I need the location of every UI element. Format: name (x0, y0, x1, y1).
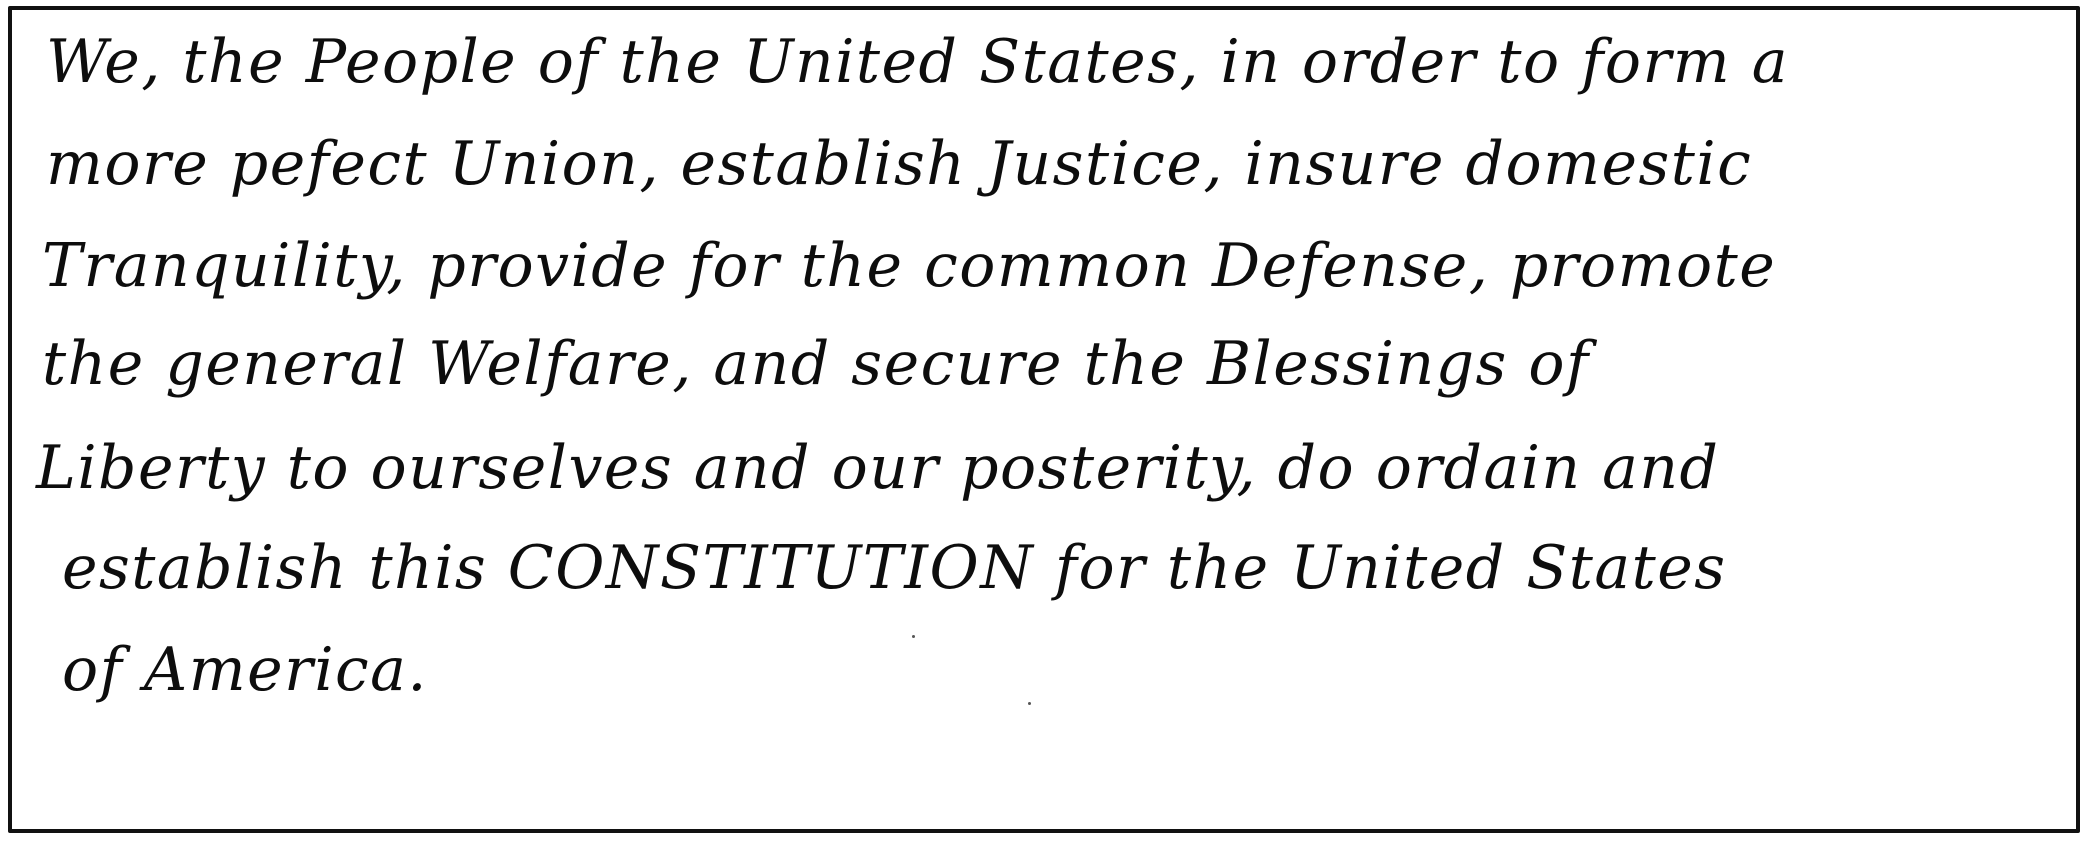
handwritten-note-card (8, 6, 2080, 833)
text-line-5: Liberty to ourselves and our posterity, do ordain and (36, 433, 1720, 503)
text-line-1: We, the People of the United States, in order to form a (46, 27, 1789, 97)
text-line-6: establish this CONSTITUTION for the United States (62, 533, 1727, 603)
ink-speck (912, 635, 915, 638)
text-line-2: more pefect Union, establish Justice, insure domestic (46, 129, 1753, 199)
ink-speck (1028, 702, 1031, 705)
text-line-7: of America. (62, 635, 428, 705)
text-line-4: the general Welfare, and secure the Blessings of (42, 329, 1590, 399)
text-line-3: Tranquility, provide for the common Defense, promote (42, 231, 1777, 301)
